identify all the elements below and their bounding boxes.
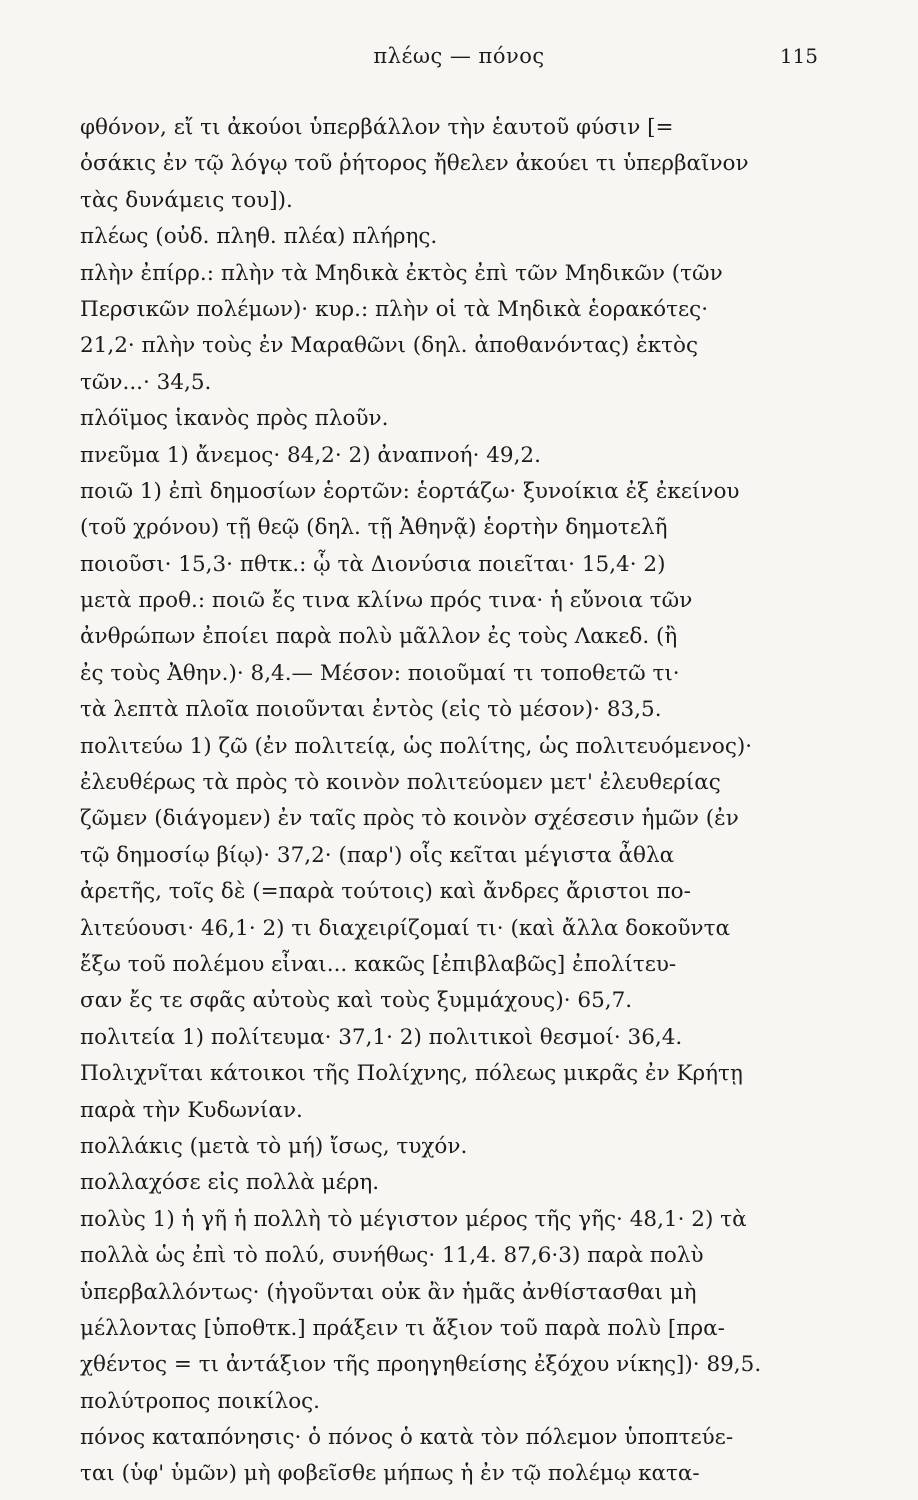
- text-line: Πολιχνῖται κάτοικοι τῆς Πολίχνης, πόλεως μικρᾶς ἐν Κρήτῃ: [80, 1061, 743, 1087]
- text-line: σαν ἔς τε σφᾶς αὐτοὺς καὶ τοὺς ξυμμάχους)· 65,7.: [80, 988, 633, 1014]
- text-line: πολλὰ ὡς ἐπὶ τὸ πολύ, συνήθως· 11,4. 87,6·3) παρὰ πολὺ: [80, 1243, 704, 1269]
- text-line: λιτεύουσι· 46,1· 2) τι διαχειρίζομαί τι· (καὶ ἄλλα δοκοῦντα: [80, 915, 731, 941]
- text-line: πολλάκις (μετὰ τὸ μή) ἴσως, τυχόν.: [80, 1133, 468, 1159]
- text-line: ὁσάκις ἐν τῷ λόγῳ τοῦ ῥήτορος ἤθελεν ἀκούει τι ὑπερβαῖνον: [80, 151, 749, 177]
- text-line: πλέως (οὐδ. πληθ. πλέα) πλήρης.: [80, 224, 438, 250]
- text-line: τὰ λεπτὰ πλοῖα ποιοῦνται ἐντὸς (εἰς τὸ μέσον)· 83,5.: [80, 697, 662, 723]
- text-line: ἔξω τοῦ πολέμου εἶναι... κακῶς [ἐπιβλαβῶς] ἐπολίτευ-: [80, 951, 677, 977]
- text-line: πνεῦμα 1) ἄνεμος· 84,2· 2) ἀναπνοή· 49,2.: [80, 442, 541, 468]
- text-line: παρὰ τὴν Κυδωνίαν.: [80, 1097, 303, 1123]
- text-line: ποιοῦσι· 15,3· πθτκ.: ᾧ τὰ Διονύσια ποιεῖται· 15,4· 2): [80, 551, 666, 577]
- text-line: πολιτεύω 1) ζῶ (ἐν πολιτείᾳ, ὡς πολίτης, ὡς πολιτευόμενος)·: [80, 733, 753, 759]
- text-line: χθέντος = τι ἀντάξιον τῆς προηγηθείσης ἐξόχου νίκης])· 89,5.: [80, 1352, 762, 1378]
- text-line: πολλαχόσε εἰς πολλὰ μέρη.: [80, 1170, 380, 1196]
- text-line: πολύτροπος ποικίλος.: [80, 1388, 321, 1414]
- text-line: ἀνθρώπων ἐποίει παρὰ πολὺ μᾶλλον ἐς τοὺς Λακεδ. (ἢ: [80, 624, 678, 650]
- text-line: πολὺς 1) ἡ γῆ ἡ πολλὴ τὸ μέγιστον μέρος τῆς γῆς· 48,1· 2) τὰ: [80, 1206, 747, 1232]
- text-line: τῶν...· 34,5.: [80, 369, 212, 395]
- page-number: 115: [779, 44, 818, 68]
- text-line: (τοῦ χρόνου) τῇ θεῷ (δηλ. τῇ Ἀθηνᾷ) ἑορτὴν δημοτελῆ: [80, 515, 668, 541]
- text-line: ζῶμεν (διάγομεν) ἐν ταῖς πρὸς τὸ κοινὸν σχέσεσιν ἡμῶν (ἐν: [80, 806, 739, 832]
- text-line: ται (ὑφ' ὑμῶν) μὴ φοβεῖσθε μήπως ἡ ἐν τῷ πολέμῳ κατα-: [80, 1461, 700, 1487]
- text-line: ἀρετῆς, τοῖς δὲ (=παρὰ τούτοις) καὶ ἄνδρες ἄριστοι πο-: [80, 879, 691, 905]
- text-line: ὑπερβαλλόντως· (ἡγοῦνται οὐκ ἂν ἡμᾶς ἀνθίστασθαι μὴ: [80, 1279, 697, 1305]
- text-line: πόνος καταπόνησις· ὁ πόνος ὁ κατὰ τὸν πόλεμον ὑποπτεύε-: [80, 1425, 734, 1451]
- text-line: Περσικῶν πολέμων)· κυρ.: πλὴν οἱ τὰ Μηδικὰ ἑορακότες·: [80, 296, 709, 322]
- text-line: ποιῶ 1) ἐπὶ δημοσίων ἑορτῶν: ἑορτάζω· ξυνοίκια ἐξ ἐκείνου: [80, 478, 740, 504]
- running-head: πλέως — πόνος: [373, 44, 545, 68]
- text-line: τῷ δημοσίῳ βίῳ)· 37,2· (παρ') οἷς κεῖται μέγιστα ἆθλα: [80, 842, 675, 868]
- text-line: πολιτεία 1) πολίτευμα· 37,1· 2) πολιτικοὶ θεσμοί· 36,4.: [80, 1024, 683, 1050]
- text-line: πλόϊμος ἱκανὸς πρὸς πλοῦν.: [80, 406, 389, 432]
- text-line: 21,2· πλὴν τοὺς ἐν Μαραθῶνι (δηλ. ἀποθανόντας) ἐκτὸς: [80, 333, 698, 359]
- entry-text: [80, 110, 818, 1493]
- text-line: τὰς δυνάμεις του]).: [80, 187, 293, 213]
- text-line: πλὴν ἐπίρρ.: πλὴν τὰ Μηδικὰ ἐκτὸς ἐπὶ τῶν Μηδικῶν (τῶν: [80, 260, 723, 286]
- text-line: ἐλευθέρως τὰ πρὸς τὸ κοινὸν πολιτεύομεν μετ' ἐλευθερίας: [80, 770, 721, 796]
- text-line: φθόνον, εἴ τι ἀκούοι ὑπερβάλλον τὴν ἑαυτοῦ φύσιν [=: [80, 115, 674, 140]
- text-line: μέλλοντας [ὑποθτκ.] πράξειν τι ἄξιον τοῦ παρὰ πολὺ [πρα-: [80, 1315, 725, 1341]
- text-line: ἐς τοὺς Ἀθην.)· 8,4.— Μέσον: ποιοῦμαί τι τοποθετῶ τι·: [80, 660, 680, 686]
- text-line: μετὰ προθ.: ποιῶ ἔς τινα κλίνω πρός τινα· ἡ εὔνοια τῶν: [80, 588, 693, 614]
